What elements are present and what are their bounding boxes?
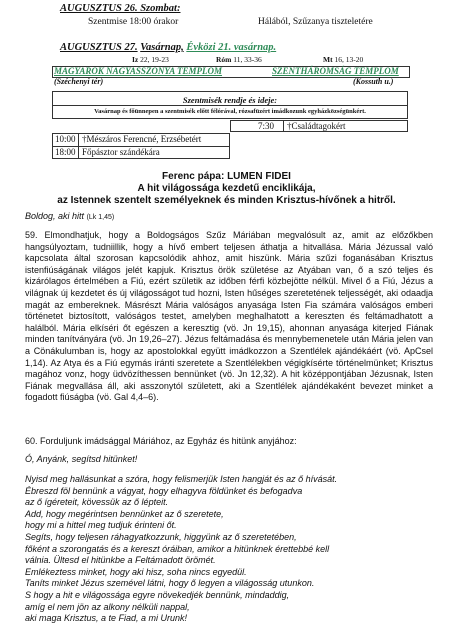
epigraph-reference: (Lk 1,45)	[86, 214, 115, 221]
prayer-invocation: Ó, Anyánk, segítsd hitünket!	[25, 454, 138, 464]
prayer-line: Nyisd meg hallásunkat a szóra, hogy felismerjük Isten hangját és az ő hívását.	[25, 474, 338, 484]
prayer-line: az ő ígéreteit, kövessük az ő lépteit.	[25, 497, 169, 508]
saturday-title: AUGUSZTUS 26. Szombat:	[60, 3, 181, 14]
divider	[283, 120, 284, 132]
table-row-time: 18:00	[55, 147, 76, 157]
church-left-address: (Széchenyi tér)	[54, 77, 104, 86]
right-mass-time: 7:30	[258, 121, 275, 131]
saturday-mass-time: Szentmise 18:00 órakor	[88, 17, 179, 27]
epigraph-text: Boldog, aki hitt	[25, 211, 85, 221]
prayer-line: hogy mi a hittel meg tudjuk érinteni őt.	[25, 520, 177, 531]
prayer-line: aki maga Krisztus, a te Fiad, a mi Urunk!	[25, 613, 188, 624]
prayer-line: amíg el nem jön az alkony nélküli nappal,	[25, 601, 190, 612]
prayer-line: Segíts, hogy teljesen ráhagyatkozzunk, higgyünk az ő szeretetében,	[25, 531, 297, 542]
prayer-line: főként a szorongatás és a kereszt óráiban, amikor a hitünknek érettebbé kell	[25, 543, 330, 554]
divider	[78, 133, 79, 159]
sunday-title	[60, 42, 276, 53]
table-row-intention: Főpásztor szándékára	[82, 147, 160, 157]
epigraph	[25, 211, 433, 224]
sunday-feast: Évközi 21. vasárnap.	[186, 42, 277, 53]
prayer-line: Taníts minket Jézus szemével látni, hogy ő legyen a világosság utunkon.	[25, 578, 315, 589]
reading-rom: Róm 11, 33-36	[216, 55, 262, 64]
sunday-day: Vasárnap,	[140, 42, 184, 53]
prayer	[25, 474, 433, 625]
prayer-line: Ébreszd föl bennünk a vágyat, hogy elhagyva földünket és befogadva	[25, 485, 303, 496]
saturday-mass-intention: Hálából, Szűzanya tiszteletére	[258, 17, 373, 27]
table-row-intention: †Mészáros Ferencné, Erzsébetért	[82, 134, 202, 144]
prayer-line: S hogy a hit e világossága egyre növekedjék bennünk, mindaddig,	[25, 589, 290, 600]
schedule-note: Vasárnap és főünnepen a szentmisék előtt félórával, rózsafüzért imádkozunk egyházközségünkért.	[94, 108, 366, 115]
prayer-line: Add, hogy megérintsen bennünket az ő szeretete,	[25, 508, 224, 519]
divider	[52, 105, 408, 106]
church-right-name: SZENTHÁROMSÁG TEMPLOM	[272, 66, 399, 76]
right-mass-intention: †Családtagokért	[287, 121, 346, 131]
sunday-date: AUGUSZTUS 27.	[60, 42, 138, 53]
article-subheading: A hit világossága kezdetű enciklikája,	[137, 183, 316, 194]
prayer-line: Emlékeztess minket, hogy aki hisz, soha nincs egyedül.	[25, 566, 247, 577]
table-row-time: 10:00	[55, 134, 76, 144]
paragraph-59: 59. Elmondhatjuk, hogy a Boldogságos Szűz Máriában megvalósult az, amit az előzőkben hangsúlyoztam, tudniillik, hogy a hívő embert teljesen áthatja a hitvallása. Mária Jézussal való kapcsolata által szorosan kapcsolódik ahhoz, amit hiszünk. Mária szűzi foganásában Krisztus istenfiúságának világos jelét kapjuk. Krisztus örök születése az Atyában van, ő a szó teljes és kizárólagos értelmében a Fiú, ezért születik az időben férfi közbejötte nélkül. Mivel ő a Fiú, Jézus a világnak új kezdetet és új világosságot tud hozni, Isten hűséges szeretetének teljességét, aki odaadja magát az embereknek. Másrészt Mária valóságos anyasága Isten Fia számára valóságos emberi történetet biztosított, valóságos testet, amelyben meghalhatott a kereszten és feltámadhatott a halálból. Mária elkíséri őt egészen a keresztig (vö. Jn 19,15), ahonnan anyasága kiterjed Fiának minden tanítványára (vö. Jn 19,26–27). Jézus feltámadása és mennybemenetele után Mária jelen van a Cönákulumban is, hogy az apostolokkal együtt imádkozzon a Szentlélek ajándékáért (vö. ApCsel 1,14). Az Atya és a Fiú egymás iránti szeretete a Szentlélekben végigkísérte történelmünket; Krisztus magához vonz, hogy üdvözíthessen bennünket (vö. Jn 12,32). A hit középpontjában Jézusnak, Isten Fiának megvallása áll, aki asszonytól született, aki a Szentlélek ajándékaként bevezet minket a fogadott fiúságba (vö. Gal 4,4–6).	[25, 230, 433, 403]
paragraph-60: 60. Forduljunk imádsággal Máriához, az Egyház és hitünk anyjához:	[25, 436, 297, 446]
prayer-line: válnia. Ültesd el hitünkbe a Feltámadott örömét.	[25, 555, 216, 566]
church-right-address: (Kossuth u.)	[353, 77, 394, 86]
church-left-name: MAGYAROK NAGYASSZONYA TEMPLOM	[54, 66, 223, 76]
article-subheading-2: az Istennek szentelt személyeknek és minden Krisztus-hívőnek a hitről.	[57, 195, 396, 206]
schedule-title: Szentmisék rendje és ideje:	[182, 95, 278, 105]
reading-mt: Mt 16, 13-20	[323, 55, 364, 64]
article-heading: Ferenc pápa: LUMEN FIDEI	[162, 171, 291, 182]
reading-iz: Iz 22, 19-23	[132, 55, 169, 64]
